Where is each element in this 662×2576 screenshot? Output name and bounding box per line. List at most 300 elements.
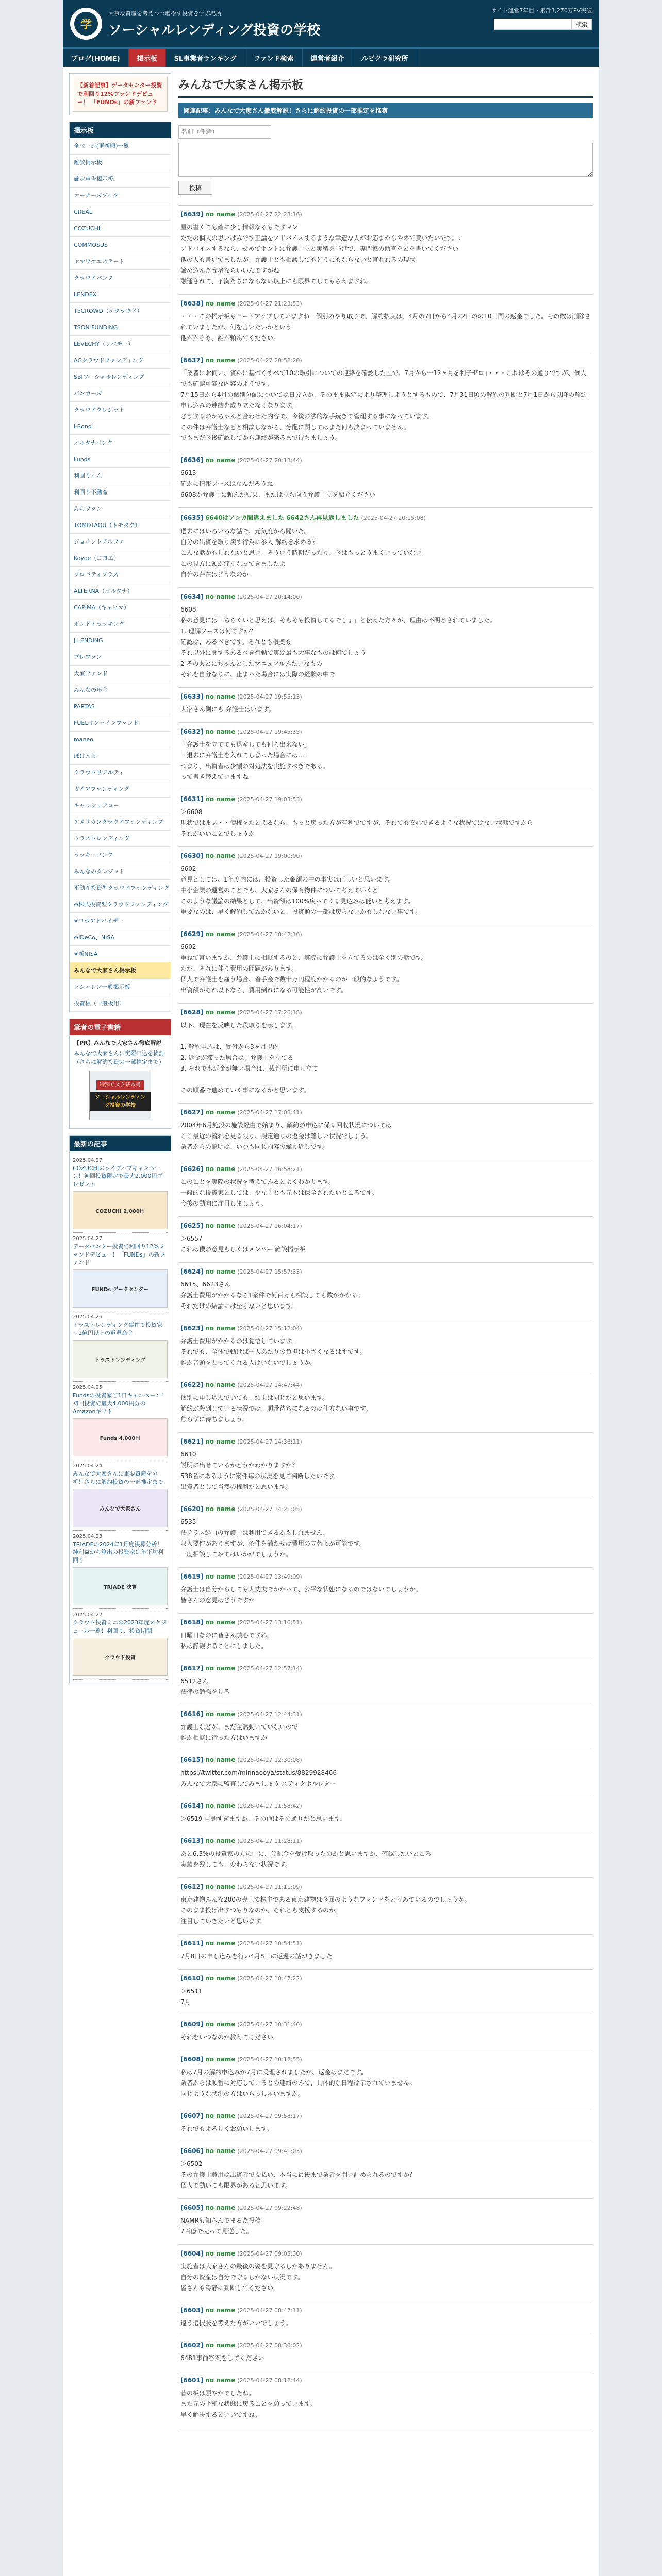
- post-body: 6512さん 法律の勉強をしろ: [180, 1677, 230, 1696]
- post-author: no name: [205, 1325, 236, 1332]
- post-author: no name: [205, 456, 236, 464]
- post-item: [178, 1433, 593, 1500]
- post-number[interactable]: [6612]: [180, 1883, 204, 1890]
- post-body: 弁護士などが、まだ全然動いていないので 誰か相談に行った方はいますか: [180, 1723, 299, 1741]
- post-item: [178, 1217, 593, 1263]
- sidebar: [69, 73, 171, 2428]
- site-title[interactable]: ソーシャルレンディング投資の学校: [108, 22, 321, 38]
- post-date: (2025-04-27 16:58:21): [237, 1166, 302, 1173]
- post-author: no name: [205, 1109, 236, 1116]
- post-number[interactable]: [6614]: [180, 1802, 204, 1809]
- recent-post-thumbnail[interactable]: クラウド投資: [73, 1638, 168, 1676]
- logo-mark: 学: [74, 12, 98, 36]
- recent-post-item[interactable]: [73, 1609, 168, 1680]
- board-menu-item[interactable]: maneo: [70, 732, 171, 748]
- board-menu-item[interactable]: トラストレンディング: [70, 831, 171, 847]
- post-author: no name: [205, 1009, 236, 1016]
- post-author: no name: [205, 1619, 236, 1626]
- post-item: [178, 1104, 593, 1160]
- site-logo[interactable]: [70, 8, 102, 40]
- board-menu-item[interactable]: LEVECHY（レベチー）: [70, 336, 171, 352]
- post-item: [178, 295, 593, 351]
- site-stats: サイト運営7年目・累計1,270万PV突破: [491, 7, 592, 14]
- post-number[interactable]: [6627]: [180, 1109, 204, 1116]
- post-item: [178, 790, 593, 847]
- post-author: no name: [205, 795, 236, 803]
- board-list: [69, 122, 171, 1012]
- post-number[interactable]: [6603]: [180, 2307, 204, 2314]
- board-menu-item[interactable]: オーナーズブック: [70, 188, 171, 204]
- post-number[interactable]: [6631]: [180, 795, 204, 803]
- post-body: 「業者にお伺い、資料に基づくすべて10の取引についての連絡を確認した上で、7月から一12ヶ月を利子ゼロ」・・・これはその通りですが、個人でも確認可能な内容のようです。 7月15日から4月の個別分配については日分立が、そのまま規定により整理しようとするもので、7月31日頃の解約の判断と7月1日から以降の解約申し込みの連結を成り立たなくなります。 どうするのかちゃんと合わせた内容で、今後の法的な手続きで管理する事になっています。 この件は弁護士などと相談しながら、分配に関してはまだ何も決まっていません。 でもまだ今後確認してから連絡が来るまで待ちましょう。: [180, 369, 587, 442]
- post-number[interactable]: [6639]: [180, 211, 204, 218]
- post-author: 6640はアンカ間違えました 6642さん再見返しました: [205, 514, 359, 521]
- nav-fund-search[interactable]: ファンド検索: [245, 49, 303, 67]
- post-date: (2025-04-27 09:41:03): [237, 2148, 302, 2155]
- post-item: [178, 1878, 593, 1935]
- sidebar-banner[interactable]: [69, 73, 171, 115]
- post-body: 昔の板は賑やかでしたね。 また元の平和な状態に戻ることを願っています。 早く解決するといいですね。: [180, 2389, 317, 2418]
- recent-post-thumbnail[interactable]: FUNDs データセンター: [73, 1269, 168, 1308]
- post-number[interactable]: [6617]: [180, 1665, 204, 1672]
- post-date: (2025-04-27 11:28:11): [237, 1838, 302, 1844]
- board-menu-item[interactable]: CREAL: [70, 204, 171, 221]
- post-number[interactable]: [6609]: [180, 2021, 204, 2028]
- post-number[interactable]: [6633]: [180, 693, 204, 700]
- board-menu-item[interactable]: TOMOTAQU（トモタク）: [70, 517, 171, 534]
- post-number[interactable]: [6616]: [180, 1710, 204, 1718]
- board-menu-item[interactable]: 大家ファンド: [70, 666, 171, 682]
- post-item: [178, 1263, 593, 1319]
- recent-post-title[interactable]: Fundsの投資家ご1日キャンペーン！初回投資で最大4,000円分のAmazonギフト: [73, 1392, 167, 1415]
- post-number[interactable]: [6618]: [180, 1619, 204, 1626]
- board-menu-item[interactable]: AGクラウドファンディング: [70, 352, 171, 369]
- board-menu-item[interactable]: ※iDeCo、NISA: [70, 929, 171, 946]
- recent-post-thumbnail[interactable]: Funds 4,000円: [73, 1418, 168, 1456]
- post-item: [178, 206, 593, 295]
- post-date: (2025-04-27 19:00:00): [237, 853, 302, 859]
- post-body: ＞6608 現状ではまぁ・・債権をたとえるなら、もっと戻った方が有利でですが、それでも安心できるような状況ではない状態ですから それがいいことでしょうか: [180, 808, 534, 837]
- post-author: no name: [205, 728, 236, 735]
- board-menu-item[interactable]: ソシャレン一般掲示板: [70, 979, 171, 995]
- post-item: [178, 2301, 593, 2336]
- post-date: (2025-04-27 17:08:41): [237, 1109, 302, 1116]
- recent-post-title[interactable]: トラストレンディング事件で投資家へ1億円以上の返還命令: [73, 1321, 163, 1336]
- post-item: [178, 847, 593, 925]
- board-menu-item[interactable]: ラッキーバンク: [70, 847, 171, 863]
- post-body: このことを実際の状況を考えてみるとよくわかります。 一般的な投資家としては、少なくとも元本は保全されたいところです。 今後の動向に注目しましょう。: [180, 1178, 378, 1207]
- post-date: (2025-04-27 11:11:09): [237, 1884, 302, 1890]
- post-date: (2025-04-27 13:16:51): [237, 1619, 302, 1626]
- post-item: [178, 508, 593, 588]
- post-item: [178, 1935, 593, 1970]
- post-body: 6602 意見としては、1年度内には、投資した金額の中の事実は正しいと思います。 中小企業の運営のことでも、大家さんの保有物件について考えていくと このような議論の結果として、出資額は100%戻ってくる見込みは低いと考えます。 重要なのは、早く解約しておかないと、投資額の一部は戻らないかもしれない事です。: [180, 865, 422, 916]
- post-form: [178, 125, 593, 195]
- pr-title: 【PR】みんなで大家さん徹底解説: [74, 1039, 162, 1046]
- post-item: [178, 351, 593, 451]
- board-menu-item[interactable]: COZUCHI: [70, 221, 171, 237]
- recent-post-item[interactable]: [73, 1311, 168, 1382]
- post-author: no name: [205, 1710, 236, 1718]
- submit-button[interactable]: 投稿: [178, 181, 212, 195]
- board-menu-item[interactable]: Koyoe（コヨエ）: [70, 550, 171, 567]
- post-author: no name: [205, 1802, 236, 1809]
- post-body: 違う選択肢を考えた方がいいでしょう。: [180, 2319, 292, 2327]
- ebook-title: ソーシャルレンディング投資の学校: [90, 1092, 151, 1111]
- post-date: (2025-04-27 08:30:02): [237, 2342, 302, 2349]
- post-body: 6610 説明に出せているかどうかわかりますか？ 538名にあるように案件毎の状況を見て判断したいです。 出資者として当然の権利だと思います。: [180, 1451, 340, 1490]
- post-number[interactable]: [6604]: [180, 2250, 204, 2257]
- site-search-input[interactable]: [494, 19, 571, 30]
- post-body: それをいつなのか教えてください。: [180, 2033, 280, 2041]
- pr-heading: 筆者の電子書籍: [70, 1019, 171, 1035]
- post-date: (2025-04-27 08:47:11): [237, 2307, 302, 2314]
- board-menu-item[interactable]: ヤマワケエステート: [70, 253, 171, 270]
- post-date: (2025-04-27 12:30:08): [237, 1757, 302, 1764]
- post-number[interactable]: [6629]: [180, 930, 204, 938]
- post-body: ＞6519 自動すぎますが、その他はその通りだと思います。: [180, 1815, 346, 1822]
- board-menu-item[interactable]: i-Bond: [70, 418, 171, 435]
- recent-post-thumbnail[interactable]: TRIADE 決算: [73, 1567, 168, 1605]
- post-number[interactable]: [6615]: [180, 1756, 204, 1764]
- post-author: no name: [205, 357, 236, 364]
- post-item: [178, 1614, 593, 1659]
- post-body: NAMRも知らんでまるた投稿 7百億で売って見送した。: [180, 2217, 261, 2235]
- post-number[interactable]: [6610]: [180, 1975, 204, 1982]
- board-menu-item[interactable]: 雑談掲示板: [70, 155, 171, 171]
- recent-post-item[interactable]: [73, 1460, 168, 1531]
- post-date: (2025-04-27 19:55:13): [237, 693, 302, 700]
- recent-post-item[interactable]: [73, 1155, 168, 1233]
- post-body: 6535 法テラス経由の弁護士は利用できるかもしれません。 収入要件がありますが、条件を満たせば費用の立替えが可能です。 一度相談してみてはいかがでしょうか。: [180, 1518, 366, 1558]
- post-item: [178, 688, 593, 723]
- post-date: (2025-04-27 17:26:18): [237, 1009, 302, 1016]
- recent-post-date: 2025.04.22: [73, 1612, 103, 1618]
- post-date: (2025-04-27 14:36:11): [237, 1438, 302, 1445]
- site-search-button[interactable]: 検索: [571, 19, 592, 30]
- post-date: (2025-04-27 20:58:20): [237, 357, 302, 364]
- post-list: [178, 205, 593, 2428]
- post-author: no name: [205, 2147, 236, 2155]
- main-content: [178, 73, 593, 2428]
- board-menu-item[interactable]: 投資板（一般板用）: [70, 995, 171, 1012]
- post-author: no name: [205, 2056, 236, 2063]
- post-number[interactable]: [6634]: [180, 593, 204, 600]
- board-menu-item[interactable]: ガイアファンディング: [70, 781, 171, 798]
- post-number[interactable]: [6630]: [180, 852, 204, 859]
- post-body: 「弁護士を立てても退室しても何ら出来ない」 「退去に弁護士を入れてしまった場合には…」 つまり、出資者は少額の対処法を実施すべきである。 って書き替えていますね: [180, 741, 329, 781]
- post-author: no name: [205, 1381, 236, 1388]
- post-item: [178, 1160, 593, 1217]
- board-menu-item[interactable]: 確定申告掲示板: [70, 171, 171, 188]
- page-title: みんなで大家さん掲示板: [178, 73, 593, 98]
- post-body: 6481事前答案をしてください: [180, 2354, 264, 2362]
- post-item: [178, 2107, 593, 2142]
- main-nav: [63, 47, 599, 67]
- post-author: no name: [205, 211, 236, 218]
- post-date: (2025-04-27 08:12:44): [237, 2377, 302, 2384]
- board-menu-item[interactable]: プロパティプラス: [70, 567, 171, 583]
- post-number[interactable]: [6620]: [180, 1505, 204, 1513]
- board-menu-item[interactable]: キャッシュフロー: [70, 798, 171, 814]
- post-number[interactable]: [6638]: [180, 300, 204, 307]
- board-menu-item[interactable]: クラウドクレジット: [70, 402, 171, 418]
- post-item: [178, 1319, 593, 1376]
- post-author: no name: [205, 2112, 236, 2120]
- post-date: (2025-04-27 19:45:35): [237, 728, 302, 735]
- board-menu-item[interactable]: バンカーズ: [70, 385, 171, 402]
- board-menu-item[interactable]: Funds: [70, 451, 171, 468]
- post-number[interactable]: [6637]: [180, 357, 204, 364]
- board-menu-item[interactable]: ※ロボアドバイザー: [70, 913, 171, 929]
- post-date: (2025-04-27 20:15:08): [361, 515, 426, 521]
- post-author: no name: [205, 2204, 236, 2211]
- message-textarea[interactable]: [178, 143, 593, 177]
- board-menu-item[interactable]: 不動産投資型クラウドファンディング: [70, 880, 171, 896]
- board-menu: [70, 138, 171, 1012]
- post-date: (2025-04-27 18:42:16): [237, 931, 302, 938]
- post-number[interactable]: [6611]: [180, 1940, 204, 1947]
- pr-link[interactable]: みんなで大家さんに実際申込を検討（さらに解約投資の一部推定まで）: [74, 1050, 164, 1065]
- post-author: no name: [205, 1756, 236, 1764]
- post-date: (2025-04-27 09:58:17): [237, 2113, 302, 2120]
- post-item: [178, 1970, 593, 2015]
- nav-ranking[interactable]: SL事業者ランキング: [166, 49, 245, 67]
- post-number[interactable]: [6605]: [180, 2204, 204, 2211]
- post-date: (2025-04-27 20:14:00): [237, 594, 302, 600]
- post-number[interactable]: [6602]: [180, 2342, 204, 2349]
- post-author: no name: [205, 1883, 236, 1890]
- recent-post-thumbnail[interactable]: みんなで大家さん: [73, 1489, 168, 1527]
- post-date: (2025-04-27 12:44:31): [237, 1711, 302, 1718]
- post-author: no name: [205, 1505, 236, 1513]
- post-item: [178, 2050, 593, 2107]
- recent-post-date: 2025.04.27: [73, 1236, 103, 1242]
- post-body: 6615、6623さん 弁護士費用がかかるなら1案件で何百万も相談しても数がかかる。 それだけの結論には至らないと思います。: [180, 1281, 364, 1310]
- post-item: [178, 2245, 593, 2301]
- post-body: 過去にはいろいろな話で、元気度から聞いた。 自分の出資を取り戻す行為に参入 解約を求める？ こんな話かもしれないと思い、そういう時期だったり、今はもっとうまくいっていない この見方に頭が痛くなってきましたよ 自分の存在はどうなのか: [180, 528, 422, 578]
- board-menu-item[interactable]: TSON FUNDING: [70, 319, 171, 336]
- board-menu-item[interactable]: 利回り不動産: [70, 484, 171, 501]
- post-date: (2025-04-27 13:49:09): [237, 1573, 302, 1580]
- post-item: [178, 1705, 593, 1751]
- post-item: [178, 2371, 593, 2428]
- post-body: 以下、現在を反映した段取りを示します。 1. 解約申込は、受付から3ヶ月以内 2. 返金が滞った場合は、弁護士を立てる 3. それでも返金が無い場合は、裁判所に申し立て この順番で進めていく事になるかと思います。: [180, 1022, 319, 1094]
- post-item: [178, 1659, 593, 1705]
- post-number[interactable]: [6635]: [180, 514, 204, 521]
- board-menu-item[interactable]: ぽけとる: [70, 748, 171, 765]
- post-author: no name: [205, 2307, 236, 2314]
- post-author: no name: [205, 2021, 236, 2028]
- recent-post-title[interactable]: データセンター投資で利回り12%ファンドデビュー！「FUNDs」の新ファンド: [73, 1243, 166, 1266]
- post-body: ＞6511 7月: [180, 1988, 203, 2006]
- post-date: (2025-04-27 14:21:05): [237, 1506, 302, 1513]
- post-item: [178, 723, 593, 790]
- name-input[interactable]: [178, 125, 271, 139]
- post-body: 大家さん側にも 弁護士はいます。: [180, 706, 275, 713]
- post-author: no name: [205, 1975, 236, 1982]
- post-number[interactable]: [6624]: [180, 1268, 204, 1275]
- post-author: no name: [205, 2250, 236, 2257]
- board-menu-item[interactable]: PARTAS: [70, 699, 171, 715]
- post-number[interactable]: [6622]: [180, 1381, 204, 1388]
- post-author: no name: [205, 1222, 236, 1229]
- post-author: no name: [205, 1165, 236, 1173]
- post-number[interactable]: [6606]: [180, 2147, 204, 2155]
- post-date: (2025-04-27 16:04:17): [237, 1223, 302, 1229]
- post-item: [178, 2142, 593, 2199]
- board-menu-item[interactable]: みんなで大家さん掲示板: [70, 962, 171, 979]
- board-menu-item[interactable]: みんなの年金: [70, 682, 171, 699]
- recent-post-thumbnail[interactable]: COZUCHI 2,000円: [73, 1191, 168, 1229]
- post-author: no name: [205, 852, 236, 859]
- post-body: 個別に申し込んでいても、結果は同じだと思います。 解約が殺到している状況では、順番待ちになるのは仕方ない事です。 焦らずに待ちましょう。: [180, 1394, 372, 1423]
- page: [63, 0, 599, 2576]
- site-header: [63, 0, 599, 47]
- post-body: ＞6557 これは僕の意見もしくはメンバー 雑談掲示板: [180, 1235, 306, 1253]
- board-menu-item[interactable]: ボンドトラッキング: [70, 616, 171, 633]
- post-body: 東京建物みんな200の売上で株主である東京建物は今回のようなファンドをどうみているのでしょうか。 このまま投げ出すつもりなのか、それとも支援するのか。 注目していきたいと思います。: [180, 1896, 471, 1925]
- board-menu-item[interactable]: ジョイントアルファ: [70, 534, 171, 550]
- post-item: [178, 1568, 593, 1614]
- post-date: (2025-04-27 09:05:30): [237, 2250, 302, 2257]
- recent-post-title[interactable]: TRIADEの2024年1月度決算分析！純利益から算出の投資家は年平均利回り: [73, 1541, 163, 1564]
- post-item: [178, 925, 593, 1004]
- board-menu-item[interactable]: J.LENDING: [70, 633, 171, 649]
- post-body: 私は7月の解約申込みが7月に受理されましたが、返金はまだです。 業者からは順番に対応しているとの連絡のみで、具体的な日程は示されていません。 同じような状況の方はいらっしゃいますか。: [180, 2069, 416, 2097]
- post-date: (2025-04-27 15:57:33): [237, 1268, 302, 1275]
- recent-post-item[interactable]: [73, 1382, 168, 1460]
- post-date: (2025-04-27 21:23:53): [237, 300, 302, 307]
- post-number[interactable]: [6628]: [180, 1009, 204, 1016]
- post-body: それでもよろしくお願いします。: [180, 2125, 273, 2132]
- post-body: 星の書くても確に少し情報なるもですマン ただの個人の思いはみです正論をアドバイスするような幸造な人がお応まからやめて貰いたいです。♪ アドバイスするなら、せめてホントに弁護士立と実積を挙げで、専門家の助言をとを書いてください 他の人も書いてましたが、弁護士とも相談してもどうにもならないと言われるの現状 諦め込んだ安堵ならいいんですがね 融通されて、不満たちにならない以上にも限界でしてもらえますね。: [180, 224, 462, 285]
- recent-post-date: 2025.04.25: [73, 1385, 103, 1391]
- nav-lab[interactable]: ルビクラ研究所: [353, 49, 417, 67]
- board-menu-item[interactable]: TECROWD（テクラウド）: [70, 303, 171, 319]
- board-menu-item[interactable]: FUELオンラインファンド: [70, 715, 171, 732]
- board-menu-item[interactable]: アメリカンクラウドファンディング: [70, 814, 171, 831]
- post-number[interactable]: [6619]: [180, 1573, 204, 1580]
- post-author: no name: [205, 930, 236, 938]
- board-menu-item[interactable]: CAPIMA（キャピマ）: [70, 600, 171, 616]
- post-date: (2025-04-27 12:57:14): [237, 1665, 302, 1672]
- post-body: 7月8日の申し込みを行い4月8日に返還の話がきました: [180, 1953, 333, 1960]
- recent-post-title[interactable]: クラウド投資ミニの2023年度スケジュール一覧！利回り、投資期間: [73, 1619, 167, 1634]
- post-item: [178, 1004, 593, 1104]
- recent-post-item[interactable]: [73, 1531, 168, 1609]
- sidebar-banner-text: 【新着記事】データセンター投資で利回り12%ファンドデビュー！ 「FUNDs」の新ファンド: [73, 77, 168, 112]
- post-number[interactable]: [6632]: [180, 728, 204, 735]
- board-menu-item[interactable]: LENDEX: [70, 286, 171, 303]
- board-menu-item[interactable]: ※新NISA: [70, 946, 171, 962]
- post-number[interactable]: [6608]: [180, 2056, 204, 2063]
- post-number[interactable]: [6621]: [180, 1438, 204, 1445]
- post-body: 6608 私の意見には「ちらくいと思えば、そもそも投資してるでしょ」と伝えた方々が、理由は不明とされていました。 1. 理解ソースは何ですか？ 確認は、あるべきです。それとも根拠も それ以外に関するあるべき行動で実は最も大事なものは何でしょう 2 そのあとにちゃんとしたマニュアルみたいなもの それを自分なりに、止まった場合には実際の経験の中で: [180, 606, 496, 678]
- ebook-badge: 特別リスク基本書: [96, 1080, 144, 1090]
- post-number[interactable]: [6626]: [180, 1165, 204, 1173]
- post-item: [178, 2015, 593, 2050]
- board-menu-item[interactable]: ※株式投資型クラウドファンディング: [70, 896, 171, 913]
- recent-posts: [69, 1135, 171, 1683]
- board-menu-item[interactable]: COMMOSUS: [70, 237, 171, 253]
- ebook-cover[interactable]: [89, 1071, 151, 1120]
- post-body: 6613 確かに情報ソースはなんだろうね 6608が弁護士に頼んだ結果、または立ち向う弁護士立を紹介ください: [180, 469, 376, 498]
- post-author: no name: [205, 1438, 236, 1445]
- post-number[interactable]: [6613]: [180, 1837, 204, 1844]
- pr-box: [69, 1019, 171, 1129]
- recent-post-thumbnail[interactable]: トラストレンディング: [73, 1340, 168, 1378]
- post-body: ＞6502 その弁護士費用は出資者で支払い、本当に最後まで業者を問い詰められるのですか？ 個人で動いても限界があると思います。: [180, 2160, 416, 2189]
- recent-post-title[interactable]: みんなで大家さんに重要資産を分析！さらに解約投資の一部推定まで: [73, 1470, 163, 1485]
- recent-post-date: 2025.04.26: [73, 1314, 103, 1320]
- post-item: [178, 2199, 593, 2245]
- post-body: 実施者は大家さんの最後の姿を見守るしかありません。 自分の資産は自分で守るしかない状況です。 皆さんも冷静に判断してください。: [180, 2263, 336, 2292]
- post-body: 日曜日なのに皆さん熱心ですね。 私は静観することにしました。: [180, 1632, 274, 1650]
- board-menu-item[interactable]: クラウドリアルティ: [70, 765, 171, 781]
- post-item: [178, 1500, 593, 1568]
- post-number[interactable]: [6625]: [180, 1222, 204, 1229]
- post-body: 2004年6月施設の施設経由で始まり、解約の申込に係る回収状況については ここ最近の流れを見る限り、規定通りの返金は難しい状況でしょう。 業者からの説明は、いつも同じ内容の繰り返しです。: [180, 1122, 392, 1150]
- post-date: (2025-04-27 11:58:42): [237, 1803, 302, 1809]
- post-body: https://twitter.com/minnaooya/status/8829928466 みんなで大家に監査してみましょう スティクホルレター: [180, 1769, 337, 1787]
- recent-heading: 最新の記事: [70, 1136, 171, 1151]
- post-number[interactable]: [6607]: [180, 2112, 204, 2120]
- board-menu-item[interactable]: プレファン: [70, 649, 171, 666]
- recent-post-date: 2025.04.23: [73, 1534, 103, 1540]
- related-article-link[interactable]: 関連記事：みんなで大家さん徹底解説！さらに解約投資の一部推定を推察: [178, 103, 593, 118]
- board-menu-item[interactable]: SBIソーシャルレンディング: [70, 369, 171, 385]
- post-item: [178, 2336, 593, 2371]
- post-body: 弁護士費用がかかるのは覚悟しています。 それでも、全体で動けば一人あたりの負担は小さくなるはずです。 誰か音頭をとってくれる人はいないでしょうか。: [180, 1337, 366, 1366]
- post-author: no name: [205, 593, 236, 600]
- recent-post-date: 2025.04.27: [73, 1158, 103, 1163]
- board-menu-item[interactable]: みんなのクレジット: [70, 863, 171, 880]
- post-author: no name: [205, 693, 236, 700]
- post-number[interactable]: [6623]: [180, 1325, 204, 1332]
- post-number[interactable]: [6636]: [180, 456, 204, 464]
- board-menu-item[interactable]: ALTERNA（オルタナ）: [70, 583, 171, 600]
- post-author: no name: [205, 2342, 236, 2349]
- post-number[interactable]: [6601]: [180, 2377, 204, 2384]
- post-author: no name: [205, 1665, 236, 1672]
- post-body: ・・・この掲示板もヒートアップしていますね。個別のやり取りで、解約払戻は、4月の7日から4月22日のの10日間の返金でした。その数は削除されていましたが、何を言いたいかという 他がからも、誰が頼んでください。: [180, 313, 591, 342]
- post-date: (2025-04-27 14:47:44): [237, 1382, 302, 1388]
- board-menu-item[interactable]: みらファン: [70, 501, 171, 517]
- post-item: [178, 1376, 593, 1433]
- post-date: (2025-04-27 09:22:48): [237, 2205, 302, 2211]
- post-date: (2025-04-27 10:47:22): [237, 1975, 302, 1982]
- post-date: (2025-04-27 22:23:16): [237, 211, 302, 218]
- board-menu-item[interactable]: 利回りくん: [70, 468, 171, 484]
- nav-board[interactable]: 掲示板: [129, 49, 166, 67]
- board-menu-item[interactable]: 全ページ(更新順)一覧: [70, 138, 171, 155]
- post-item: [178, 451, 593, 508]
- post-item: [178, 588, 593, 688]
- recent-post-item[interactable]: [73, 1233, 168, 1311]
- post-item: [178, 1832, 593, 1878]
- post-author: no name: [205, 1837, 236, 1844]
- post-author: no name: [205, 1268, 236, 1275]
- board-menu-item[interactable]: オルタナバンク: [70, 435, 171, 451]
- nav-home[interactable]: ブログ(HOME): [63, 49, 129, 67]
- board-menu-item[interactable]: クラウドバンク: [70, 270, 171, 286]
- site-tagline: 大事な資産を考えつつ増やす投資を学ぶ場所: [108, 10, 222, 17]
- recent-post-title[interactable]: COZUCHIのライブハブキャンペーン！初回投資限定で最大2,000円プレゼント: [73, 1165, 163, 1188]
- post-date: (2025-04-27 20:13:44): [237, 457, 302, 464]
- nav-about[interactable]: 運営者紹介: [303, 49, 353, 67]
- post-author: no name: [205, 2377, 236, 2384]
